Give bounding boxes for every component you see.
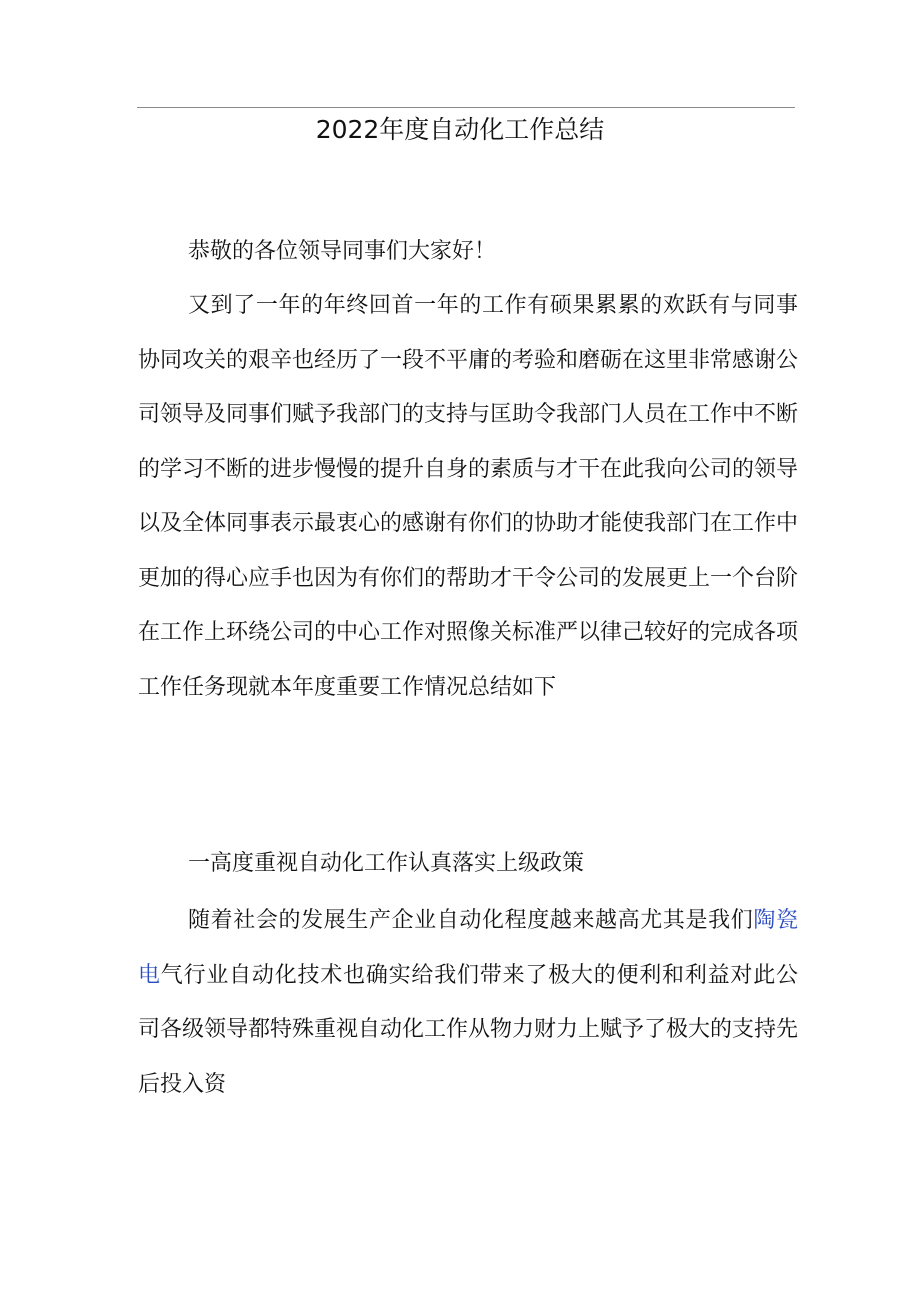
highlighted-term: 陶瓷电 xyxy=(138,908,798,988)
section-paragraph xyxy=(138,894,798,1112)
greeting-paragraph: 恭敬的各位领导同事们大家好！ xyxy=(188,239,497,264)
header-rule xyxy=(137,107,795,108)
document-title: 2022年度自动化工作总结 xyxy=(315,115,605,144)
section-heading: 一高度重视自动化工作认真落实上级政策 xyxy=(188,851,585,876)
intro-paragraph: 又到了一年的年终回首一年的工作有硕果累累的欢跃有与同事协同攻关的艰辛也经历了一段不平庸的考验和磨砺在这里非常感谢公司领导及同事们赋予我部门的支持与匡助令我部门人员在工作中不断的学习不断的进步慢慢的提升自身的素质与才干在此我向公司的领导以及全体同事表示最衷心的感谢有你们的协助才能使我部门在工作中更加的得心应手也因为有你们的帮助才干令公司的发展更上一个台阶在工作上环绕公司的中心工作对照像关标准严以律己较好的完成各项工作任务现就本年度重要工作情况总结如下 xyxy=(138,293,799,700)
section-text-end: 气行业自动化技术也确实给我们带来了极大的便利和利益对此公司各级领导都特殊重视自动化工作从物力财力上赋予了极大的支持先后投入资 xyxy=(138,962,799,1097)
section-text-start: 随着社会的发展生产企业自动化程度越来越高尤其是我们 xyxy=(188,908,754,933)
